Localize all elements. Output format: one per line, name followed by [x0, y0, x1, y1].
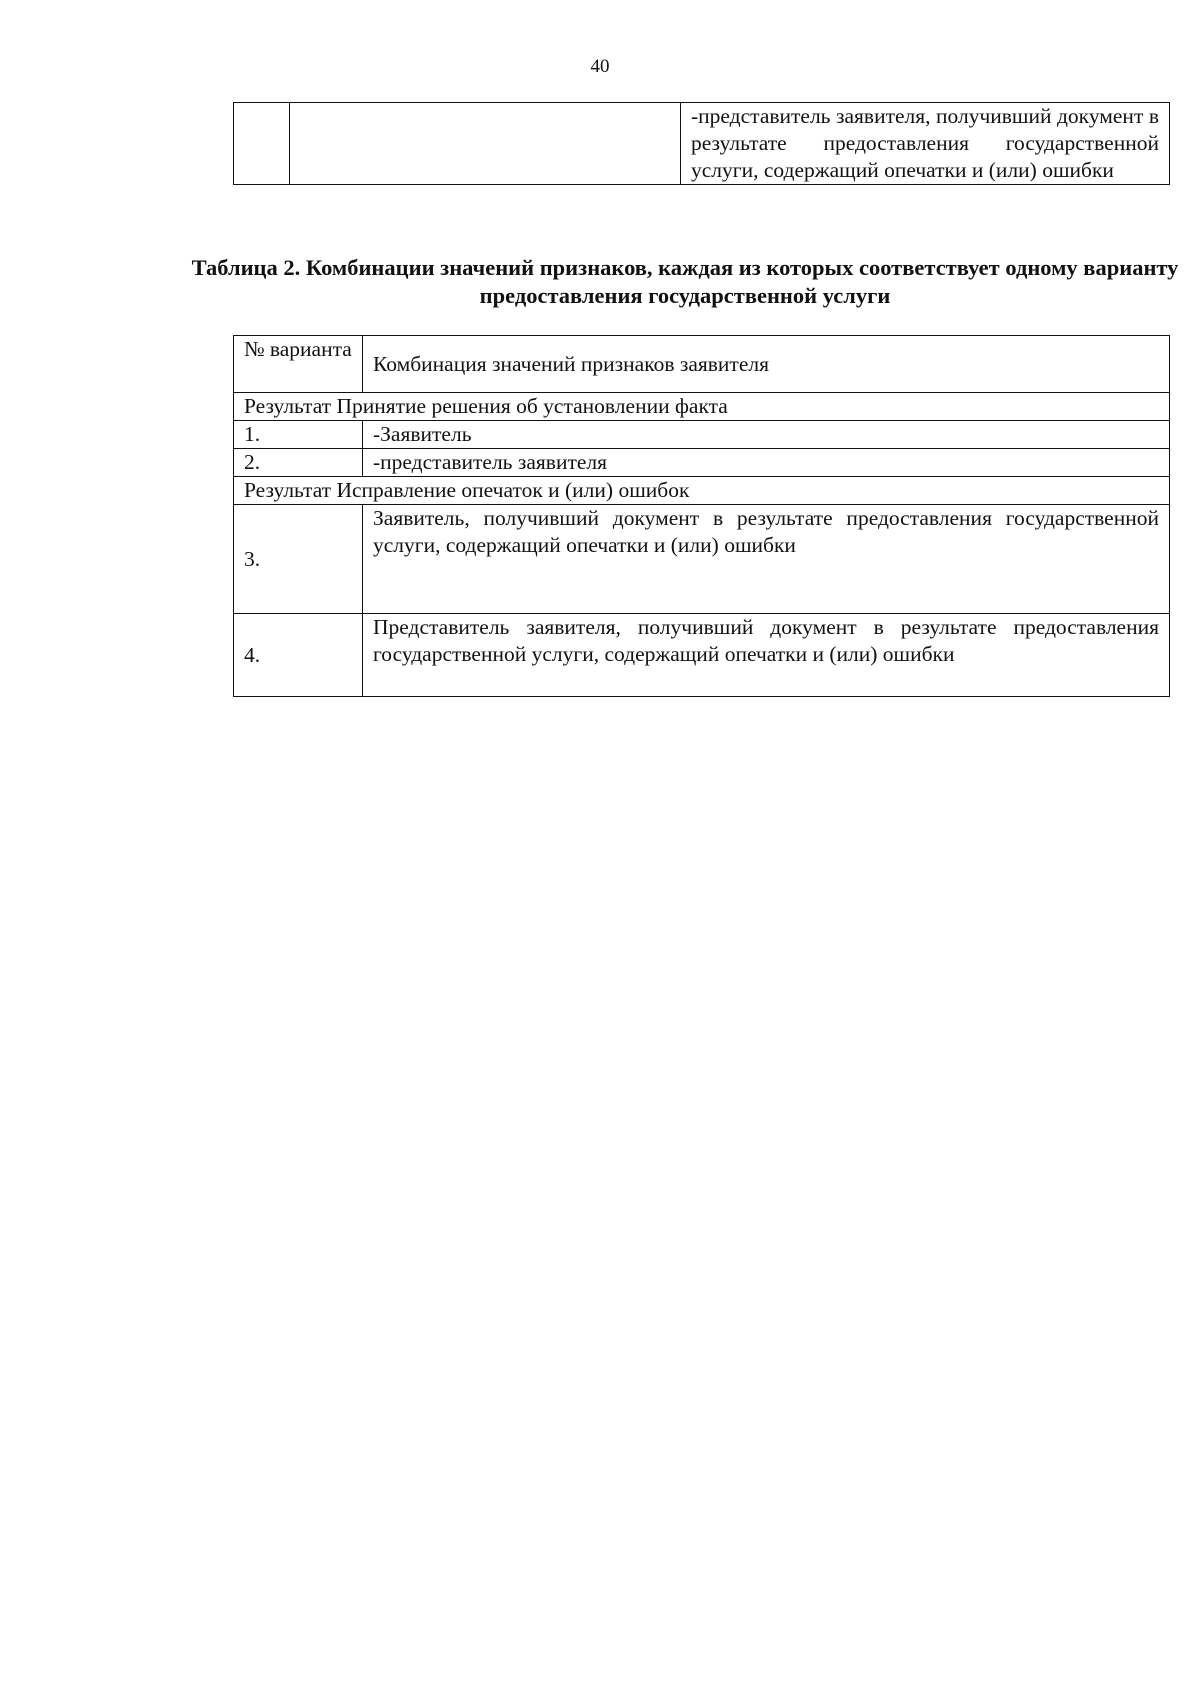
table-header-row: [234, 336, 1170, 393]
variant-number: 3.: [234, 505, 363, 614]
table-title: Таблица 2. Комбинации значений признаков, каждая из которых соответствует одному варианту предоставления государственной услуги: [191, 255, 1179, 308]
result-group-label: Результат Принятие решения об установлении факта: [234, 393, 1170, 421]
variant-combination: Представитель заявителя, получивший документ в результате предоставления государственной услуги, содержащий опечатки и (или) ошибки: [363, 614, 1170, 697]
table-cell: [290, 103, 681, 185]
result-group-row: [234, 477, 1170, 505]
variant-number: 4.: [234, 614, 363, 697]
variants-table: [233, 335, 1170, 697]
table-row: [234, 449, 1170, 477]
result-group-label: Результат Исправление опечаток и (или) ошибок: [234, 477, 1170, 505]
page-number: 40: [590, 56, 610, 77]
variant-combination: Заявитель, получивший документ в результате предоставления государственной услуги, содержащий опечатки и (или) ошибки: [363, 505, 1170, 614]
table-cell: -представитель заявителя, получивший документ в результате предоставления государственной услуги, содержащий опечатки и (или) ошибки: [681, 103, 1170, 185]
result-group-row: [234, 393, 1170, 421]
variant-number: 1.: [234, 421, 363, 449]
header-variant-number: № варианта: [234, 336, 363, 393]
continuation-table: [233, 102, 1170, 185]
table-row: [234, 103, 1170, 185]
header-combination: Комбинация значений признаков заявителя: [363, 336, 1170, 393]
variant-combination: -Заявитель: [363, 421, 1170, 449]
table-cell: [234, 103, 290, 185]
table-row: [234, 421, 1170, 449]
table-row: [234, 505, 1170, 614]
variant-number: 2.: [234, 449, 363, 477]
table-row: [234, 614, 1170, 697]
variant-combination: -представитель заявителя: [363, 449, 1170, 477]
